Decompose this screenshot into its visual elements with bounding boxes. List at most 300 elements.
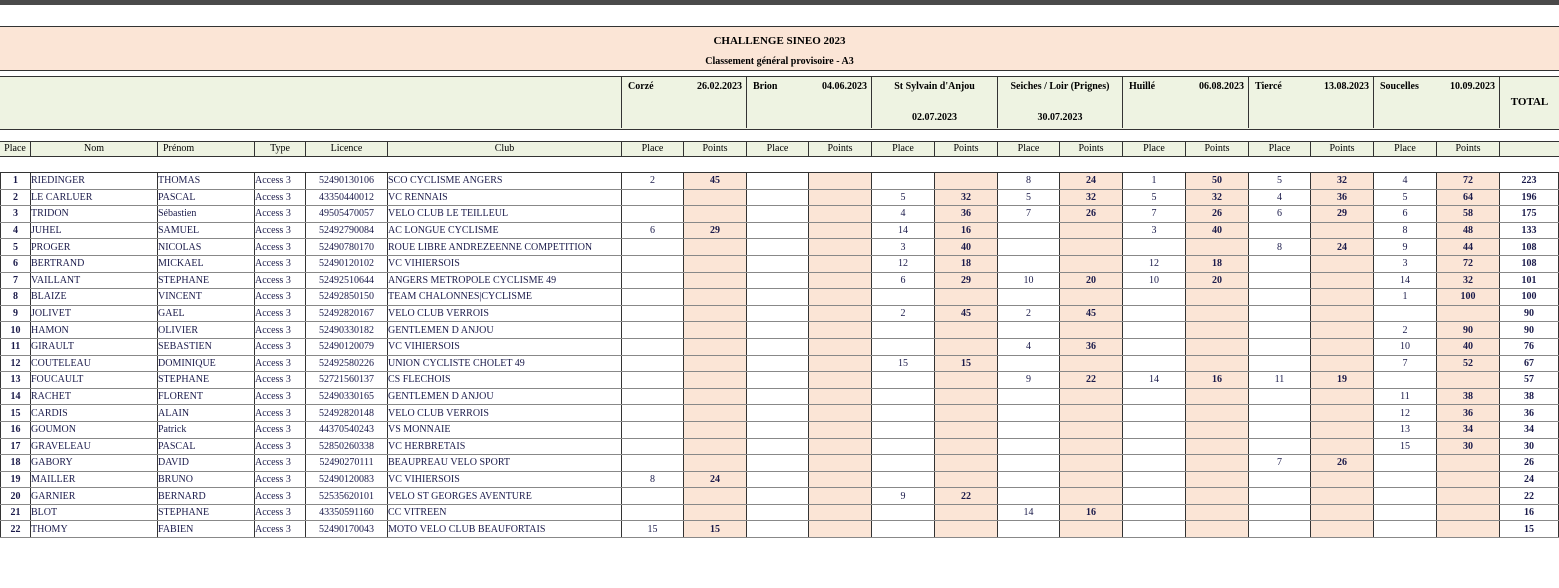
rider-club: GENTLEMEN D ANJOU xyxy=(388,388,622,405)
event-points-cell xyxy=(1311,305,1374,322)
event-points-cell xyxy=(809,173,872,190)
event-points-cell xyxy=(684,272,747,289)
event-points-cell xyxy=(1311,255,1374,272)
event-place-cell: 15 xyxy=(872,355,935,372)
event-points-cell: 15 xyxy=(935,355,998,372)
rider-club: BEAUPREAU VELO SPORT xyxy=(388,455,622,472)
event-points-cell xyxy=(684,504,747,521)
table-row xyxy=(1,455,1559,472)
rider-category: Access 3 xyxy=(255,338,306,355)
event-points-cell xyxy=(684,455,747,472)
event-points-cell xyxy=(1437,372,1500,389)
event-points-cell: 24 xyxy=(684,471,747,488)
rider-rank: 10 xyxy=(1,322,31,339)
rider-rank: 12 xyxy=(1,355,31,372)
col-header-points: Points xyxy=(1059,141,1122,157)
event-place-cell: 6 xyxy=(622,222,684,239)
event-points-cell xyxy=(935,338,998,355)
event-points-cell xyxy=(1060,289,1123,306)
rider-total: 34 xyxy=(1500,421,1559,438)
rider-firstname: SAMUEL xyxy=(158,222,255,239)
event-points-cell xyxy=(1186,322,1249,339)
event-header xyxy=(621,76,746,128)
rider-total: 38 xyxy=(1500,388,1559,405)
event-points-cell xyxy=(935,421,998,438)
event-place-cell xyxy=(747,405,809,422)
event-points-cell xyxy=(1060,405,1123,422)
event-place-cell xyxy=(747,355,809,372)
event-place-cell xyxy=(622,206,684,223)
col-header-event-place: Place xyxy=(1122,141,1185,157)
event-points-cell xyxy=(1060,455,1123,472)
rider-rank: 6 xyxy=(1,255,31,272)
event-points-cell xyxy=(684,405,747,422)
event-header xyxy=(1248,76,1373,128)
event-place-cell xyxy=(1123,239,1186,256)
event-place-cell xyxy=(1249,521,1311,538)
event-place-cell xyxy=(998,421,1060,438)
rider-lastname: JOLIVET xyxy=(31,305,158,322)
event-points-cell: 100 xyxy=(1437,289,1500,306)
event-date: 13.08.2023 xyxy=(1324,81,1369,92)
event-points-cell xyxy=(1311,289,1374,306)
sheet-title: CHALLENGE SINEO 2023 xyxy=(713,35,846,47)
rider-total: 223 xyxy=(1500,173,1559,190)
event-points-cell: 40 xyxy=(935,239,998,256)
table-row xyxy=(1,504,1559,521)
rider-licence: 52490270111 xyxy=(306,455,388,472)
event-place-cell: 3 xyxy=(1123,222,1186,239)
event-place-cell: 14 xyxy=(1374,272,1437,289)
event-points-cell xyxy=(1311,488,1374,505)
rider-category: Access 3 xyxy=(255,322,306,339)
event-points-cell xyxy=(1060,255,1123,272)
event-points-cell: 24 xyxy=(1060,173,1123,190)
rider-lastname: TRIDON xyxy=(31,206,158,223)
event-place-cell xyxy=(622,338,684,355)
col-header-event-place: Place xyxy=(746,141,808,157)
event-points-cell xyxy=(809,189,872,206)
table-row xyxy=(1,355,1559,372)
event-points-cell xyxy=(809,322,872,339)
rider-licence: 52492510644 xyxy=(306,272,388,289)
rider-rank: 13 xyxy=(1,372,31,389)
rider-club: TEAM CHALONNES|CYCLISME xyxy=(388,289,622,306)
event-place-cell: 12 xyxy=(1374,405,1437,422)
event-place-cell xyxy=(747,173,809,190)
event-place-cell xyxy=(622,239,684,256)
event-place-cell: 7 xyxy=(1249,455,1311,472)
event-place-cell: 1 xyxy=(1374,289,1437,306)
event-points-cell xyxy=(935,455,998,472)
event-points-cell xyxy=(1186,421,1249,438)
event-place-cell xyxy=(622,488,684,505)
event-place-cell: 8 xyxy=(1374,222,1437,239)
event-place-cell xyxy=(622,305,684,322)
rider-firstname: DAVID xyxy=(158,455,255,472)
rider-category: Access 3 xyxy=(255,488,306,505)
event-points-cell xyxy=(1060,239,1123,256)
event-points-cell xyxy=(809,222,872,239)
event-points-cell xyxy=(684,438,747,455)
event-place-cell xyxy=(1123,289,1186,306)
rider-club: CC VITREEN xyxy=(388,504,622,521)
col-header-event-place: Place xyxy=(1373,141,1436,157)
event-points-cell xyxy=(809,255,872,272)
event-place-cell: 8 xyxy=(998,173,1060,190)
rider-lastname: VAILLANT xyxy=(31,272,158,289)
event-date: 06.08.2023 xyxy=(1199,81,1244,92)
rider-category: Access 3 xyxy=(255,222,306,239)
ranking-table xyxy=(0,172,1559,538)
rider-category: Access 3 xyxy=(255,521,306,538)
event-points-cell xyxy=(809,504,872,521)
event-name: Corzé xyxy=(628,81,654,92)
event-place-cell xyxy=(622,455,684,472)
rider-category: Access 3 xyxy=(255,189,306,206)
rider-lastname: CARDIS xyxy=(31,405,158,422)
event-points-cell xyxy=(809,471,872,488)
event-points-cell: 29 xyxy=(1311,206,1374,223)
rider-licence: 52490330165 xyxy=(306,388,388,405)
event-place-cell xyxy=(872,372,935,389)
event-points-cell xyxy=(1186,338,1249,355)
rider-licence: 52490330182 xyxy=(306,322,388,339)
col-header-nom: Nom xyxy=(30,141,157,157)
rider-category: Access 3 xyxy=(255,455,306,472)
event-place-cell: 14 xyxy=(872,222,935,239)
event-place-cell xyxy=(747,289,809,306)
event-header xyxy=(997,76,1122,128)
event-place-cell xyxy=(622,438,684,455)
event-points-cell xyxy=(684,355,747,372)
event-name: Soucelles xyxy=(1380,81,1419,92)
event-points-cell xyxy=(1186,289,1249,306)
col-header-points: Points xyxy=(808,141,871,157)
event-points-cell xyxy=(1311,322,1374,339)
event-points-cell xyxy=(1186,455,1249,472)
event-points-cell: 32 xyxy=(935,189,998,206)
event-place-cell xyxy=(1374,305,1437,322)
event-place-cell xyxy=(747,421,809,438)
rider-licence: 52490120083 xyxy=(306,471,388,488)
event-place-cell xyxy=(622,289,684,306)
rider-rank: 19 xyxy=(1,471,31,488)
event-points-cell xyxy=(809,438,872,455)
rider-firstname: FABIEN xyxy=(158,521,255,538)
col-header-place: Place xyxy=(4,143,26,154)
rider-licence: 52492820167 xyxy=(306,305,388,322)
event-points-cell xyxy=(809,372,872,389)
event-place-cell: 7 xyxy=(1374,355,1437,372)
table-row xyxy=(1,255,1559,272)
event-place-cell: 9 xyxy=(872,488,935,505)
rider-category: Access 3 xyxy=(255,504,306,521)
table-row xyxy=(1,338,1559,355)
event-place-cell xyxy=(622,322,684,339)
rider-category: Access 3 xyxy=(255,289,306,306)
event-place-cell xyxy=(998,438,1060,455)
event-points-cell: 90 xyxy=(1437,322,1500,339)
event-points-cell: 20 xyxy=(1060,272,1123,289)
event-points-cell: 18 xyxy=(1186,255,1249,272)
rider-firstname: ALAIN xyxy=(158,405,255,422)
rider-licence: 52490120102 xyxy=(306,255,388,272)
event-place-cell xyxy=(1374,488,1437,505)
rider-club: VC VIHIERSOIS xyxy=(388,471,622,488)
event-place-cell: 10 xyxy=(1374,338,1437,355)
event-place-cell xyxy=(872,322,935,339)
event-points-cell xyxy=(1437,504,1500,521)
col-header-points: Points xyxy=(934,141,997,157)
event-place-cell: 10 xyxy=(1123,272,1186,289)
event-place-cell xyxy=(1374,372,1437,389)
event-points-cell xyxy=(1311,504,1374,521)
table-row xyxy=(1,305,1559,322)
rider-total: 26 xyxy=(1500,455,1559,472)
event-place-cell xyxy=(747,504,809,521)
event-place-cell xyxy=(1374,504,1437,521)
event-points-cell: 26 xyxy=(1060,206,1123,223)
event-place-cell xyxy=(872,504,935,521)
event-place-cell: 7 xyxy=(1123,206,1186,223)
rider-club: ANGERS METROPOLE CYCLISME 49 xyxy=(388,272,622,289)
sheet-subtitle: Classement général provisoire - A3 xyxy=(705,56,854,67)
rider-category: Access 3 xyxy=(255,388,306,405)
rider-lastname: GOUMON xyxy=(31,421,158,438)
rider-total: 196 xyxy=(1500,189,1559,206)
rider-lastname: JUHEL xyxy=(31,222,158,239)
total-header: TOTAL xyxy=(1499,76,1559,128)
event-place-cell xyxy=(1123,421,1186,438)
rider-firstname: NICOLAS xyxy=(158,239,255,256)
event-place-cell xyxy=(1123,455,1186,472)
event-points-cell xyxy=(935,471,998,488)
event-place-cell: 8 xyxy=(622,471,684,488)
rider-firstname: VINCENT xyxy=(158,289,255,306)
event-points-cell xyxy=(1060,388,1123,405)
event-place-cell xyxy=(622,504,684,521)
event-points-cell: 16 xyxy=(1060,504,1123,521)
event-points-cell: 40 xyxy=(1437,338,1500,355)
rider-rank: 15 xyxy=(1,405,31,422)
event-place-cell xyxy=(1123,471,1186,488)
event-place-cell xyxy=(747,305,809,322)
event-points-cell xyxy=(809,355,872,372)
event-place-cell xyxy=(747,322,809,339)
event-points-cell: 36 xyxy=(935,206,998,223)
event-place-cell: 5 xyxy=(1374,189,1437,206)
event-place-cell xyxy=(872,471,935,488)
event-points-cell xyxy=(1311,388,1374,405)
event-place-cell: 4 xyxy=(1249,189,1311,206)
event-place-cell: 11 xyxy=(1249,372,1311,389)
event-points-cell xyxy=(1060,421,1123,438)
event-name: Tiercé xyxy=(1255,81,1282,92)
rider-category: Access 3 xyxy=(255,206,306,223)
event-place-cell: 11 xyxy=(1374,388,1437,405)
event-place-cell xyxy=(1374,471,1437,488)
event-points-cell xyxy=(684,338,747,355)
event-points-cell: 16 xyxy=(935,222,998,239)
rider-total: 108 xyxy=(1500,239,1559,256)
rider-firstname: DOMINIQUE xyxy=(158,355,255,372)
event-points-cell: 18 xyxy=(935,255,998,272)
event-points-cell: 32 xyxy=(1186,189,1249,206)
rider-lastname: PROGER xyxy=(31,239,158,256)
event-place-cell xyxy=(1249,471,1311,488)
rider-total: 133 xyxy=(1500,222,1559,239)
rider-club: AC LONGUE CYCLISME xyxy=(388,222,622,239)
event-points-cell xyxy=(1311,355,1374,372)
rider-category: Access 3 xyxy=(255,239,306,256)
event-points-cell: 34 xyxy=(1437,421,1500,438)
col-header-prenom: Prénom xyxy=(157,141,254,157)
event-place-cell xyxy=(1249,504,1311,521)
event-place-cell: 9 xyxy=(1374,239,1437,256)
event-place-cell xyxy=(1123,305,1186,322)
col-header-points: Points xyxy=(1436,141,1499,157)
event-place-cell xyxy=(998,405,1060,422)
col-header-event-place: Place xyxy=(1248,141,1310,157)
event-place-cell: 13 xyxy=(1374,421,1437,438)
event-place-cell xyxy=(872,289,935,306)
event-place-cell xyxy=(622,189,684,206)
rider-category: Access 3 xyxy=(255,173,306,190)
event-points-cell xyxy=(1311,405,1374,422)
event-points-cell: 50 xyxy=(1186,173,1249,190)
event-place-cell xyxy=(1249,305,1311,322)
event-points-cell: 32 xyxy=(1437,272,1500,289)
event-points-cell xyxy=(1186,239,1249,256)
rider-rank: 3 xyxy=(1,206,31,223)
col-header-total xyxy=(1499,141,1559,157)
rider-licence: 52492580226 xyxy=(306,355,388,372)
event-points-cell: 29 xyxy=(684,222,747,239)
rider-category: Access 3 xyxy=(255,405,306,422)
event-points-cell xyxy=(1186,471,1249,488)
table-row xyxy=(1,521,1559,538)
event-place-cell: 10 xyxy=(998,272,1060,289)
event-place-cell: 8 xyxy=(1249,239,1311,256)
event-place-cell xyxy=(622,388,684,405)
table-row xyxy=(1,405,1559,422)
event-points-cell xyxy=(1186,405,1249,422)
rider-lastname: GABORY xyxy=(31,455,158,472)
event-place-cell xyxy=(1123,322,1186,339)
event-place-cell xyxy=(872,388,935,405)
event-place-cell xyxy=(1123,338,1186,355)
event-date: 02.07.2023 xyxy=(912,112,957,123)
event-place-cell xyxy=(872,405,935,422)
event-place-cell xyxy=(872,421,935,438)
event-points-cell: 52 xyxy=(1437,355,1500,372)
event-place-cell: 2 xyxy=(1374,322,1437,339)
col-header-type: Type xyxy=(254,141,305,157)
event-points-cell xyxy=(1060,438,1123,455)
rider-lastname: BERTRAND xyxy=(31,255,158,272)
rider-licence: 52490170043 xyxy=(306,521,388,538)
rider-club: VC HERBRETAIS xyxy=(388,438,622,455)
col-header-event-place: Place xyxy=(621,141,683,157)
rider-total: 67 xyxy=(1500,355,1559,372)
rider-category: Access 3 xyxy=(255,421,306,438)
event-points-cell xyxy=(935,504,998,521)
event-points-cell xyxy=(1186,521,1249,538)
event-points-cell xyxy=(1437,488,1500,505)
table-row xyxy=(1,488,1559,505)
rider-firstname: STEPHANE xyxy=(158,372,255,389)
rider-licence: 52490780170 xyxy=(306,239,388,256)
event-place-cell: 2 xyxy=(998,305,1060,322)
rider-firstname: BERNARD xyxy=(158,488,255,505)
event-header xyxy=(1373,76,1499,128)
event-points-cell: 26 xyxy=(1186,206,1249,223)
rider-rank: 5 xyxy=(1,239,31,256)
event-points-cell xyxy=(684,305,747,322)
event-points-cell xyxy=(1060,322,1123,339)
rider-rank: 7 xyxy=(1,272,31,289)
event-place-cell xyxy=(1123,405,1186,422)
rider-licence: 52492790084 xyxy=(306,222,388,239)
rider-total: 16 xyxy=(1500,504,1559,521)
event-place-cell: 1 xyxy=(1123,173,1186,190)
rider-club: MOTO VELO CLUB BEAUFORTAIS xyxy=(388,521,622,538)
event-points-cell xyxy=(1186,488,1249,505)
rider-licence: 44370540243 xyxy=(306,421,388,438)
table-row xyxy=(1,471,1559,488)
rider-firstname: PASCAL xyxy=(158,189,255,206)
rider-category: Access 3 xyxy=(255,372,306,389)
event-place-cell xyxy=(998,222,1060,239)
event-points-cell xyxy=(1060,471,1123,488)
rider-club: VS MONNAIE xyxy=(388,421,622,438)
event-points-cell: 72 xyxy=(1437,255,1500,272)
event-points-cell: 45 xyxy=(684,173,747,190)
event-points-cell: 22 xyxy=(1060,372,1123,389)
event-place-cell xyxy=(1249,488,1311,505)
rider-licence: 52490120079 xyxy=(306,338,388,355)
rider-club: VC VIHIERSOIS xyxy=(388,338,622,355)
rider-firstname: STEPHANE xyxy=(158,272,255,289)
rider-club: VELO CLUB VERROIS xyxy=(388,305,622,322)
rider-rank: 21 xyxy=(1,504,31,521)
event-place-cell: 12 xyxy=(1123,255,1186,272)
rider-rank: 8 xyxy=(1,289,31,306)
rider-firstname: OLIVIER xyxy=(158,322,255,339)
event-date: 30.07.2023 xyxy=(1037,112,1083,123)
rider-category: Access 3 xyxy=(255,438,306,455)
event-place-cell xyxy=(1249,355,1311,372)
rider-rank: 18 xyxy=(1,455,31,472)
event-points-cell: 45 xyxy=(935,305,998,322)
event-place-cell: 5 xyxy=(998,189,1060,206)
table-row xyxy=(1,239,1559,256)
event-points-cell xyxy=(935,438,998,455)
rider-category: Access 3 xyxy=(255,255,306,272)
rider-licence: 52490130106 xyxy=(306,173,388,190)
rider-firstname: MICKAEL xyxy=(158,255,255,272)
rider-total: 15 xyxy=(1500,521,1559,538)
event-points-cell xyxy=(809,272,872,289)
event-points-cell xyxy=(809,206,872,223)
rider-club: GENTLEMEN D ANJOU xyxy=(388,322,622,339)
event-place-cell: 7 xyxy=(998,206,1060,223)
event-points-cell: 36 xyxy=(1060,338,1123,355)
event-points-cell xyxy=(1186,438,1249,455)
event-name: Brion xyxy=(753,81,778,92)
event-points-cell: 22 xyxy=(935,488,998,505)
